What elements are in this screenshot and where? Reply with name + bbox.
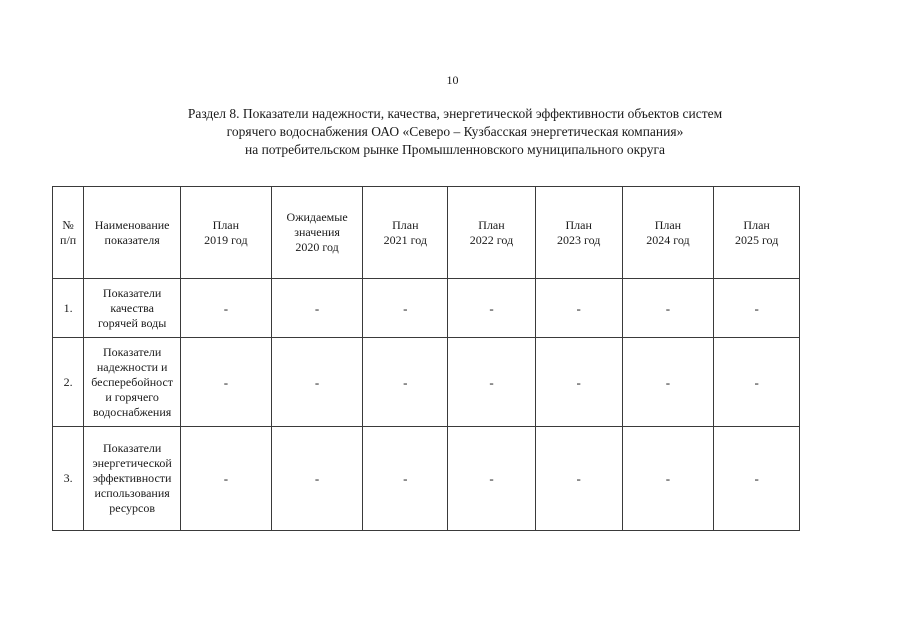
header-indicator-name: Наименование показателя xyxy=(84,187,181,279)
value-cell: - xyxy=(271,338,363,427)
value-cell: - xyxy=(181,338,272,427)
value-cell: - xyxy=(448,279,536,338)
indicators-table xyxy=(52,186,800,531)
header-number: № п/п xyxy=(53,187,84,279)
indicator-name: Показатели энергетической эффективности использования ресурсов xyxy=(84,427,181,531)
value-cell: - xyxy=(271,427,363,531)
row-number: 2. xyxy=(53,338,84,427)
value-cell: - xyxy=(271,279,363,338)
header-plan-2025: План 2025 год xyxy=(714,187,800,279)
header-plan-2024: План 2024 год xyxy=(622,187,714,279)
value-cell: - xyxy=(535,279,622,338)
value-cell: - xyxy=(622,338,714,427)
value-cell: - xyxy=(714,338,800,427)
value-cell: - xyxy=(622,427,714,531)
section-title xyxy=(0,105,905,159)
table-row xyxy=(53,279,800,338)
value-cell: - xyxy=(622,279,714,338)
header-plan-2023: План 2023 год xyxy=(535,187,622,279)
value-cell: - xyxy=(448,427,536,531)
section-title-line-3: на потребительском рынке Промышленновского муниципального округа xyxy=(244,142,666,157)
value-cell: - xyxy=(535,427,622,531)
value-cell: - xyxy=(181,427,272,531)
indicator-name: Показатели надежности и бесперебойност и горячего водоснабжения xyxy=(84,338,181,427)
section-title-line-1: Раздел 8. Показатели надежности, качества, энергетической эффективности объектов систем xyxy=(187,106,723,121)
indicator-name: Показатели качества горячей воды xyxy=(84,279,181,338)
value-cell: - xyxy=(714,279,800,338)
value-cell: - xyxy=(363,279,448,338)
value-cell: - xyxy=(448,338,536,427)
value-cell: - xyxy=(714,427,800,531)
header-plan-2022: План 2022 год xyxy=(448,187,536,279)
header-plan-2021: План 2021 год xyxy=(363,187,448,279)
table-header-row xyxy=(53,187,800,279)
table-row xyxy=(53,427,800,531)
value-cell: - xyxy=(363,338,448,427)
header-plan-2019: План 2019 год xyxy=(181,187,272,279)
value-cell: - xyxy=(535,338,622,427)
value-cell: - xyxy=(363,427,448,531)
table-row xyxy=(53,338,800,427)
header-expected-2020: Ожидаемые значения 2020 год xyxy=(271,187,363,279)
row-number: 3. xyxy=(53,427,84,531)
row-number: 1. xyxy=(53,279,84,338)
page-number: 10 xyxy=(446,73,459,87)
section-title-line-2: горячего водоснабжения ОАО «Северо – Кузбасская энергетическая компания» xyxy=(226,124,684,139)
value-cell: - xyxy=(181,279,272,338)
